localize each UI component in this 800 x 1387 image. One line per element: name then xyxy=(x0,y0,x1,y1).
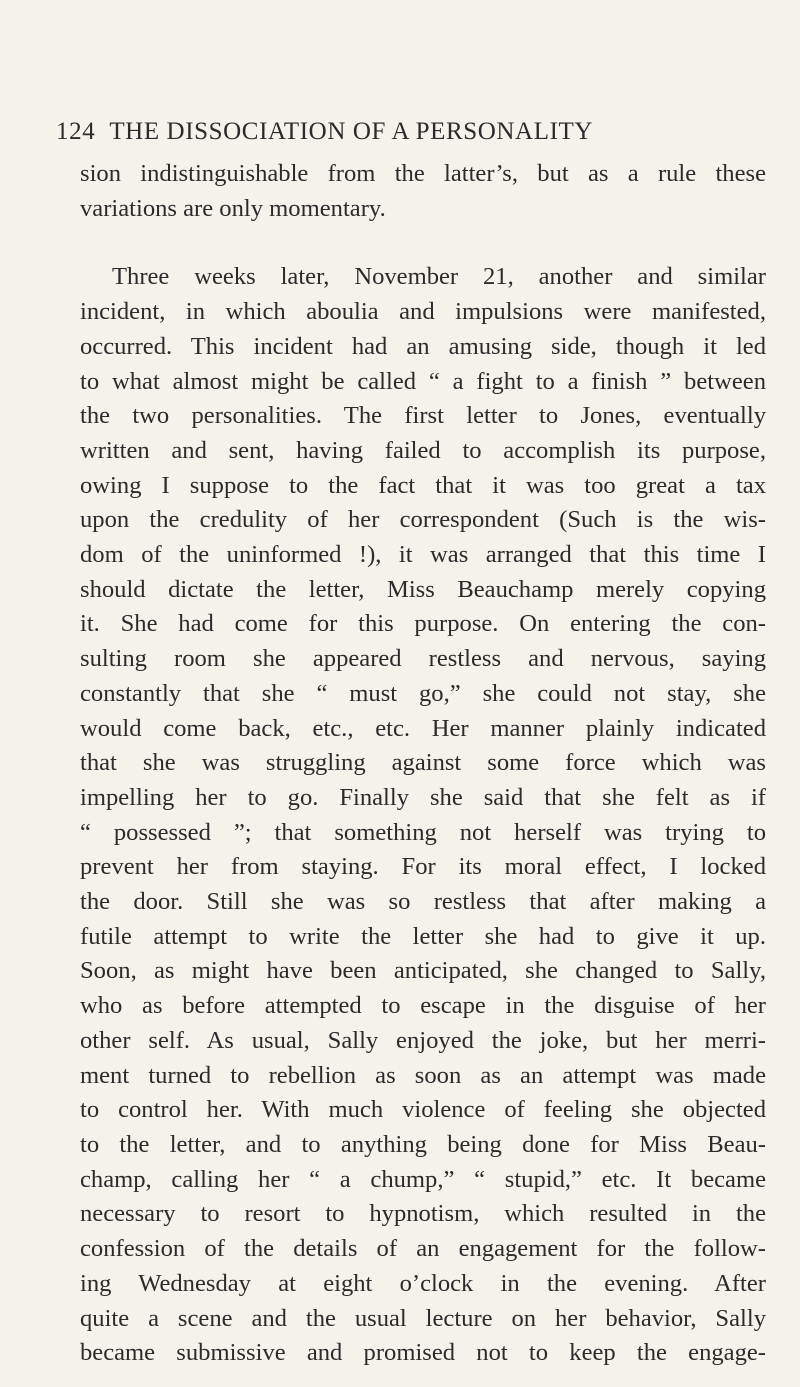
text-line: owing I suppose to the fact that it was too great a tax xyxy=(80,471,766,499)
text-line: “ possessed ”; that something not herself was trying to xyxy=(80,818,766,846)
text-line: it. She had come for this purpose. On entering the con- xyxy=(80,610,766,638)
text-line: champ, calling her “ a chump,” “ stupid,” etc. It became xyxy=(80,1165,766,1193)
text-line: ment turned to rebellion as soon as an attempt was made xyxy=(80,1061,766,1089)
text-line: confession of the details of an engagement for the follow- xyxy=(80,1235,766,1263)
text-line: the two personalities. The first letter to Jones, eventually xyxy=(80,402,766,430)
paragraph-2 xyxy=(80,260,766,1371)
text-line: sulting room she appeared restless and nervous, saying xyxy=(80,645,766,673)
text-line: to the letter, and to anything being done for Miss Beau- xyxy=(80,1130,766,1158)
text-line: should dictate the letter, Miss Beauchamp merely copying xyxy=(80,575,766,603)
text-line: sion indistinguishable from the latter’s, but as a rule these xyxy=(80,160,766,187)
text-line: futile attempt to write the letter she had to give it up. xyxy=(80,922,766,950)
running-head xyxy=(56,118,756,146)
text-line: constantly that she “ must go,” she could not stay, she xyxy=(80,679,766,707)
text-line: to what almost might be called “ a fight to a finish ” between xyxy=(80,367,766,395)
text-line: to control her. With much violence of feeling she objected xyxy=(80,1096,766,1124)
text-line: prevent her from staying. For its moral effect, I locked xyxy=(80,853,766,881)
paragraph-gap xyxy=(80,226,766,260)
text-line: variations are only momentary. xyxy=(80,194,386,222)
text-line: dom of the uninformed !), it was arranged that this time I xyxy=(80,541,766,569)
text-line: Three weeks later, November 21, another and similar xyxy=(112,263,766,291)
text-line: incident, in which aboulia and impulsions were manifested, xyxy=(80,298,766,326)
text-line: other self. As usual, Sally enjoyed the joke, but her merri- xyxy=(80,1026,766,1054)
text-line: the door. Still she was so restless that after making a xyxy=(80,888,766,916)
text-line: written and sent, having failed to accomplish its purpose, xyxy=(80,436,766,464)
paragraph-1 xyxy=(80,157,766,226)
text-line: Soon, as might have been anticipated, she changed to Sally, xyxy=(80,957,766,985)
page-number: 124 xyxy=(56,118,96,145)
text-line: that she was struggling against some force which was xyxy=(80,749,766,777)
running-title: THE DISSOCIATION OF A PERSONALITY xyxy=(109,118,594,145)
text-line: became submissive and promised not to keep the engage- xyxy=(80,1339,766,1367)
text-line: would come back, etc., etc. Her manner plainly indicated xyxy=(80,714,766,742)
text-line: ing Wednesday at eight o’clock in the evening. After xyxy=(80,1269,766,1297)
text-line: who as before attempted to escape in the disguise of her xyxy=(80,992,766,1020)
text-line: upon the credulity of her correspondent (Such is the wis- xyxy=(80,506,766,534)
body-text xyxy=(80,157,766,1371)
text-line: necessary to resort to hypnotism, which resulted in the xyxy=(80,1200,766,1228)
text-line: quite a scene and the usual lecture on her behavior, Sally xyxy=(80,1304,766,1332)
text-line: occurred. This incident had an amusing side, though it led xyxy=(80,332,766,360)
text-line: impelling her to go. Finally she said that she felt as if xyxy=(80,783,766,811)
